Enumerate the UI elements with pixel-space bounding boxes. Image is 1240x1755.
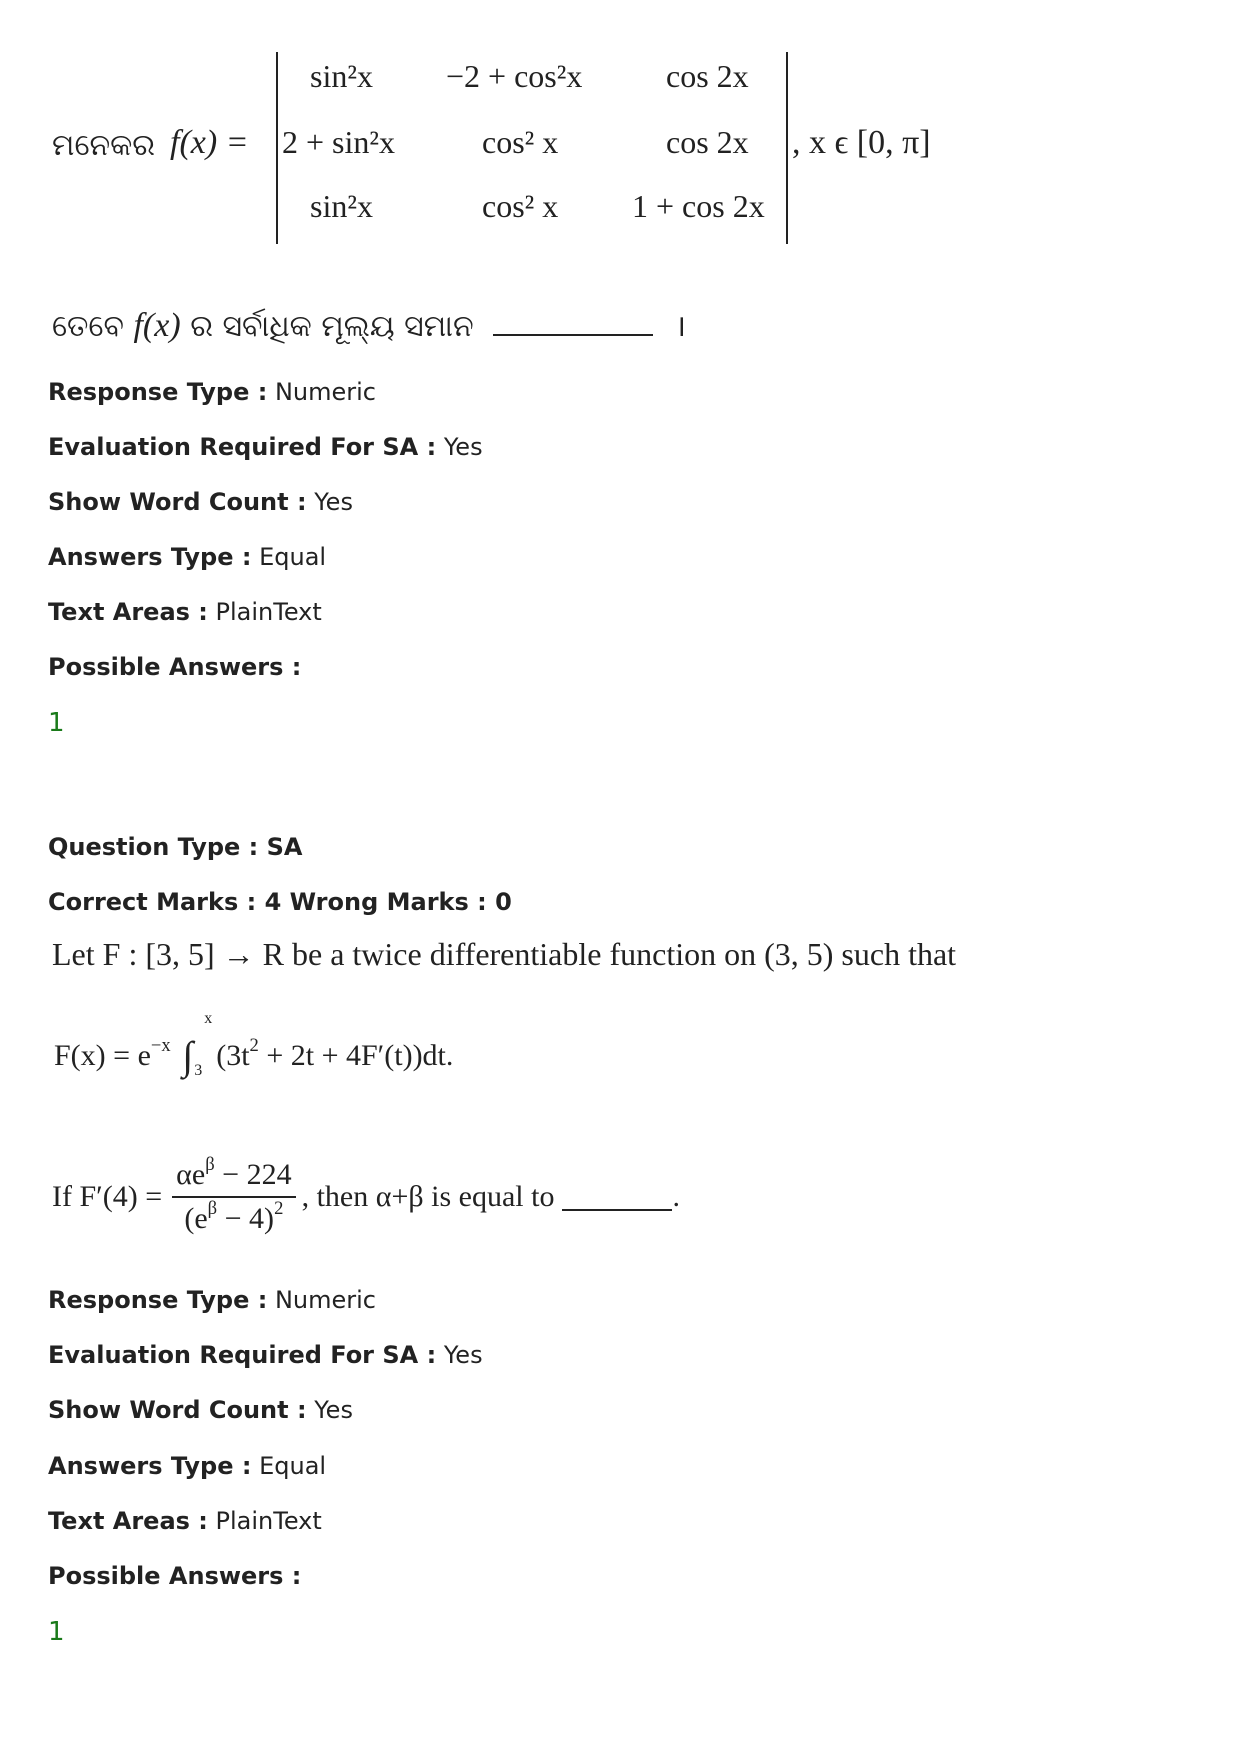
marks-info: Correct Marks : 4 Wrong Marks : 0 [48, 888, 512, 916]
answer-blank [562, 1183, 672, 1211]
det-cell: sin²x [310, 188, 373, 224]
meta-row: Evaluation Required For SA : Yes [48, 1341, 483, 1369]
determinant-left-bar [276, 52, 278, 244]
determinant-right-bar [786, 52, 788, 244]
meta-row: Answers Type : Equal [48, 1452, 327, 1480]
q1-line2-end: । [674, 309, 687, 344]
q1-line2-start: ତେବେ [52, 309, 124, 344]
q1-line2-fx: f(x) [133, 307, 181, 344]
answer-blank [493, 334, 653, 336]
det-cell: cos 2x [666, 58, 749, 94]
meta-row: Text Areas : PlainText [48, 598, 322, 626]
meta-row: Response Type : Numeric [48, 1286, 376, 1314]
possible-answer: 1 [48, 708, 65, 738]
meta-row: Evaluation Required For SA : Yes [48, 433, 483, 461]
meta-row: Answers Type : Equal [48, 543, 327, 571]
meta-row: Show Word Count : Yes [48, 488, 353, 516]
possible-answer: 1 [48, 1617, 65, 1647]
q1-prefix: ମନେକର [52, 128, 156, 163]
det-cell: cos² x [482, 188, 559, 224]
question-type: Question Type : SA [48, 833, 303, 861]
q1-question-line [52, 304, 686, 345]
q2-line2: $F(x) = e^{-x}$ ∫ x 3 $(3t^2 + 2t + 4F'(t))dt$. [54, 1010, 454, 1079]
meta-row: Possible Answers : [48, 653, 302, 681]
meta-row: Possible Answers : [48, 1562, 302, 1590]
det-cell: cos² x [482, 124, 559, 160]
det-cell: sin²x [310, 58, 373, 94]
q1-line2-rest: ର ସର୍ବାଧିକ ମୂଲ୍ୟ ସମାନ [190, 309, 474, 344]
meta-row: Text Areas : PlainText [48, 1507, 322, 1535]
meta-row: Response Type : Numeric [48, 378, 376, 406]
q1-f-label: f(x) = [170, 124, 249, 161]
fraction: $\frac{\alpha e^\beta - 224}{(e^\beta - 4)^2}$ [172, 1158, 295, 1236]
integral-sign: ∫ x 3 [182, 1010, 213, 1079]
det-cell: −2 + cos²x [446, 58, 583, 94]
det-cell: 1 + cos 2x [632, 188, 765, 224]
q1-domain: , x ϵ [0, π] [792, 124, 931, 161]
meta-row: Show Word Count : Yes [48, 1396, 353, 1424]
q2-line1: Let F : [3, 5] → R be a twice differentiable function on (3, 5) such that [52, 936, 957, 972]
det-cell: cos 2x [666, 124, 749, 160]
det-cell: 2 + sin²x [282, 124, 395, 160]
q2-line3: If F′(4) = $\frac{\alpha e^\beta - 224}{(e^\beta - 4)^2}$ , then α+β is equal to . [52, 1154, 680, 1235]
